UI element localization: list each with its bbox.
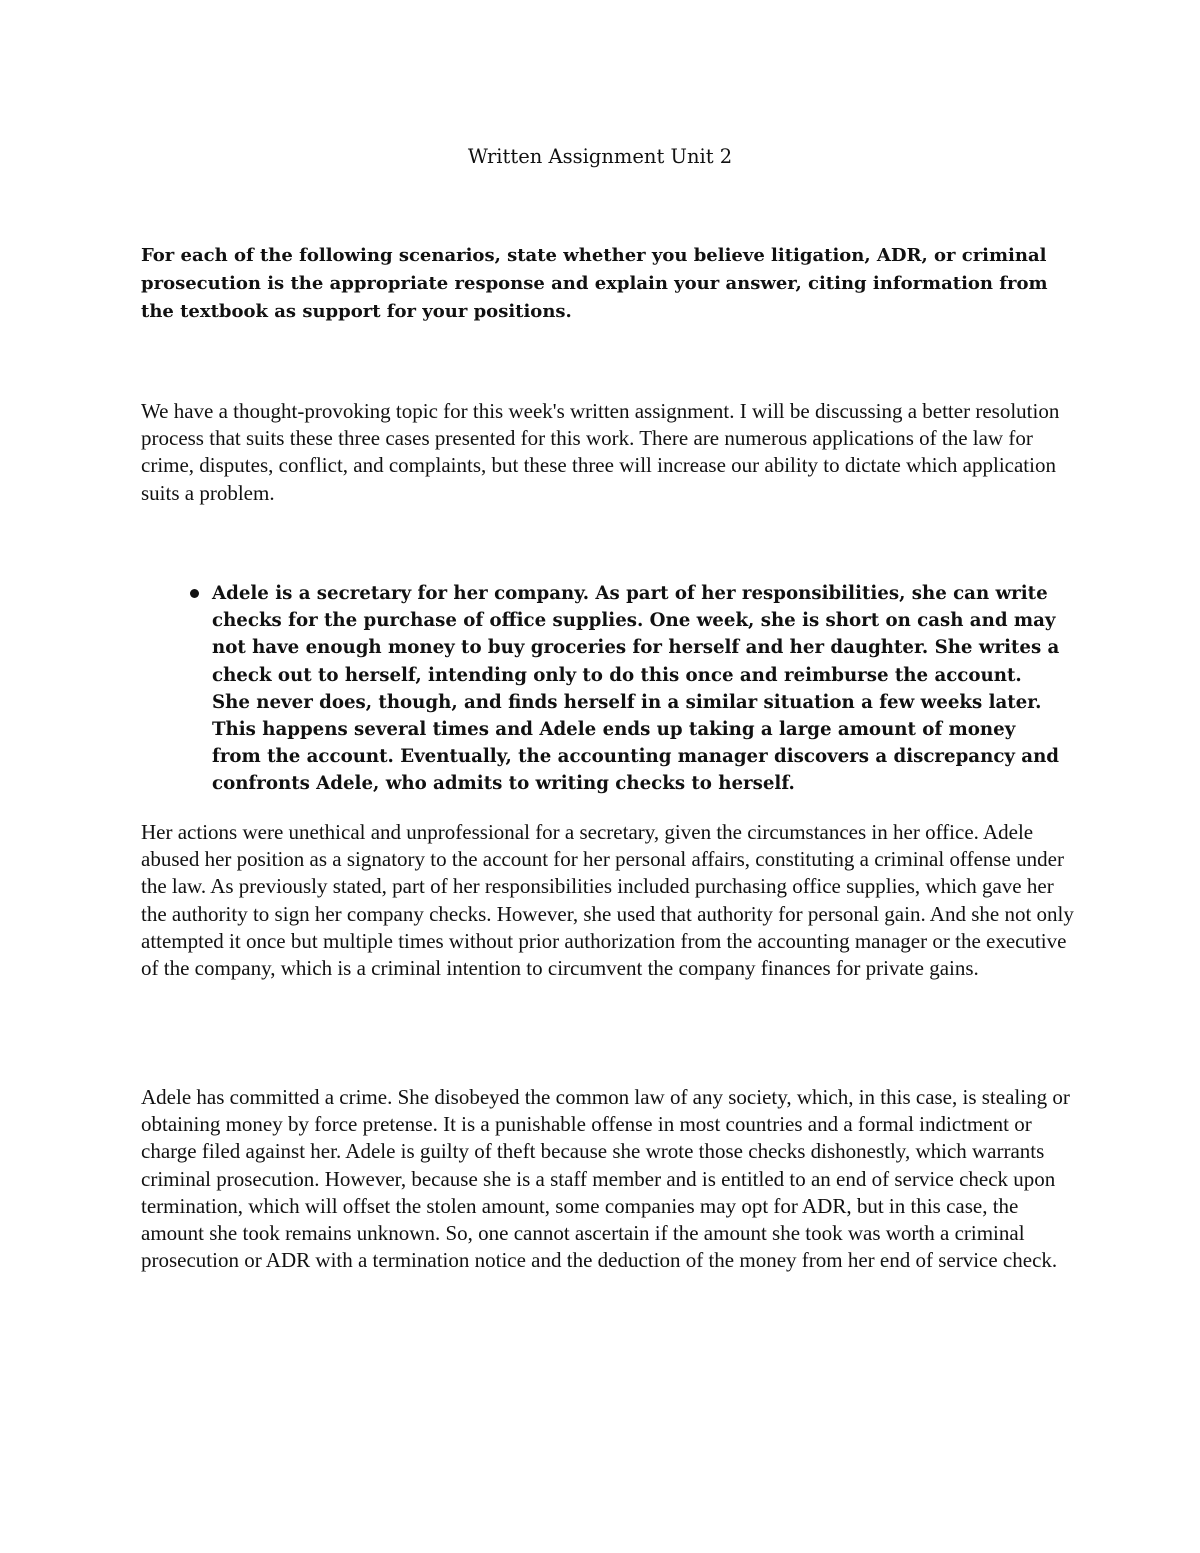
scenario-list bbox=[183, 580, 1063, 798]
assignment-prompt: For each of the following scenarios, state whether you believe litigation, ADR, or criminal prosecution is the appropriate response and explain your answer, citing information from the textbook as support for your positions. bbox=[141, 245, 1048, 322]
intro-paragraph: We have a thought-provoking topic for this week's written assignment. I will be discussing a better resolution process that suits these three cases presented for this work. There are numerous applications of the law for crime, disputes, conflict, and complaints, but these three will increase our ability to dictate which application suits a problem. bbox=[141, 399, 1060, 505]
scenario-text: Adele is a secretary for her company. As part of her responsibilities, she can write checks for the purchase of office supplies. One week, she is short on cash and may not have enough money to buy groceries for herself and her daughter. She writes a check out to herself, intending only to do this once and reimburse the account. She never does, though, and finds herself in a similar situation a few weeks later. This happens several times and Adele ends up taking a large amount of money from the account. Eventually, the accounting manager discovers a discrepancy and confronts Adele, who admits to writing checks to herself. bbox=[212, 583, 1060, 795]
document-title: Written Assignment Unit 2 bbox=[467, 145, 733, 168]
conclusion-paragraph: Adele has committed a crime. She disobeyed the common law of any society, which, in this case, is stealing or obtaining money by force pretense. It is a punishable offense in most countries and a formal indictment or charge filed against her. Adele is guilty of theft because she wrote those checks dishonestly, which warrants criminal prosecution. However, because she is a staff member and is entitled to an end of service check upon termination, which will offset the stolen amount, some companies may opt for ADR, but in this case, the amount she took remains unknown. So, one cannot ascertain if the amount she took was worth a criminal prosecution or ADR with a termination notice and the deduction of the money from her end of service check. bbox=[141, 1085, 1070, 1273]
bullet-icon bbox=[190, 589, 199, 598]
analysis-paragraph: Her actions were unethical and unprofessional for a secretary, given the circumstances in her office. Adele abused her position as a signatory to the account for her personal affairs, constituting a criminal offense under the law. As previously stated, part of her responsibilities included purchasing office supplies, which gave her the authority to sign her company checks. However, she used that authority for personal gain. And she not only attempted it once but multiple times without prior authorization from the accounting manager or the executive of the company, which is a criminal intention to circumvent the company finances for private gains. bbox=[141, 820, 1074, 981]
scenario-item bbox=[183, 580, 1063, 798]
